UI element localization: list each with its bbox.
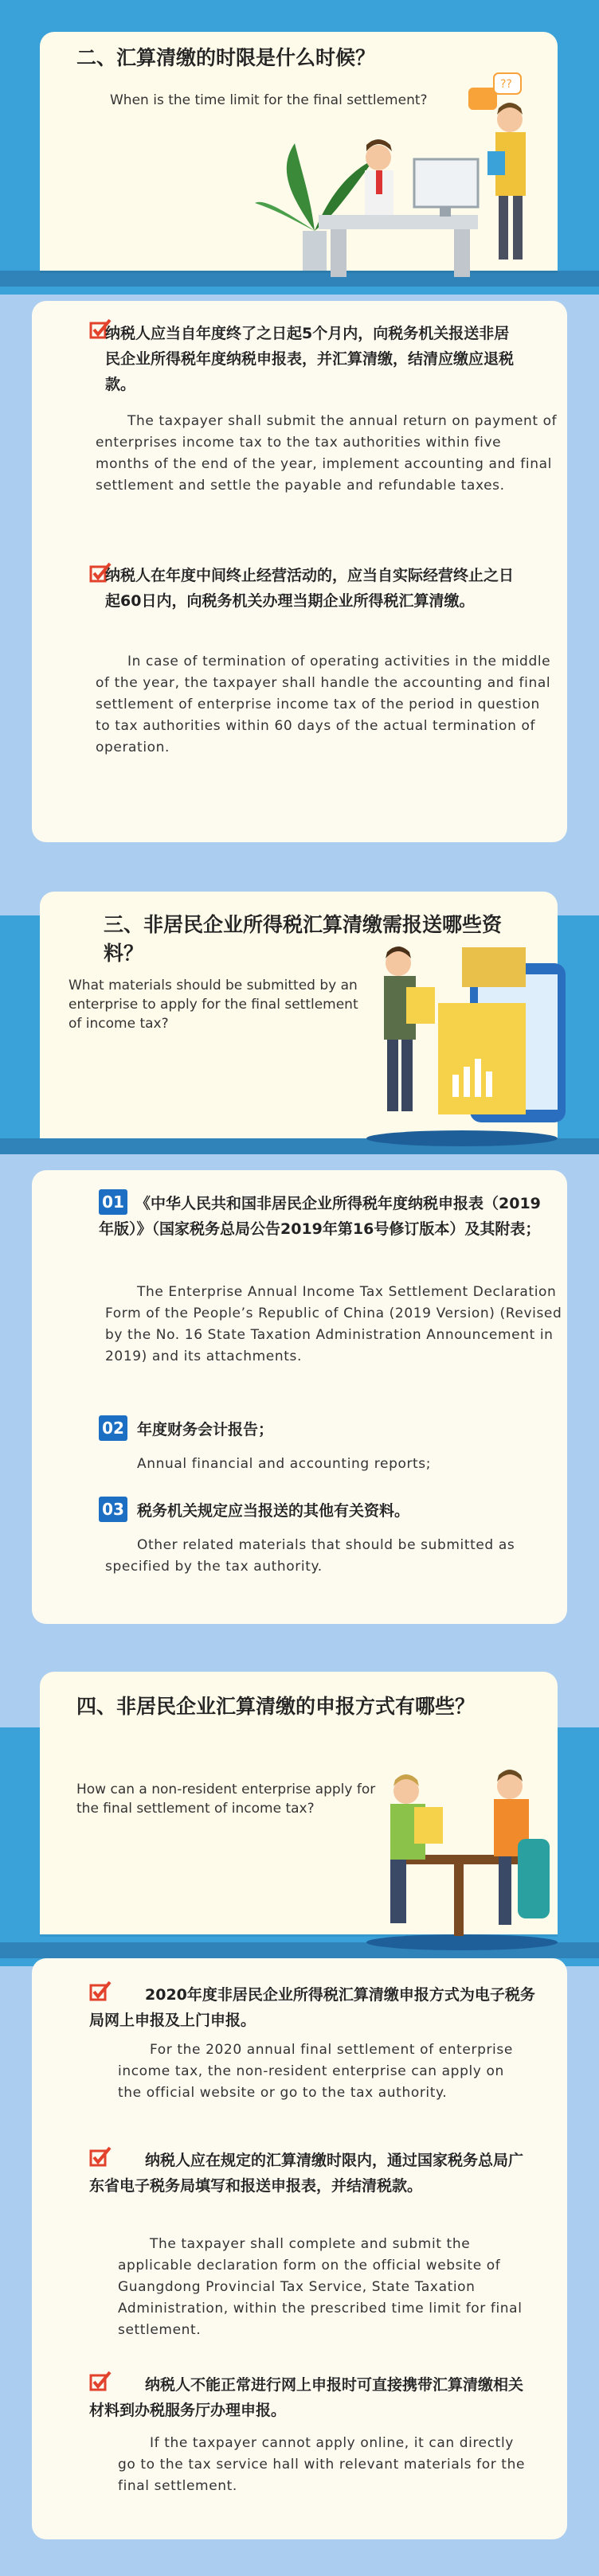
- office-illustration: [255, 72, 558, 295]
- section4-subtitle-en: How can a non-resident enterprise apply for the final settlement of income tax?: [76, 1782, 376, 1817]
- section4-item3-cn: 纳税人不能正常进行网上申报时可直接携带汇算清缴相关材料到办税服务厅办理申报。: [89, 2376, 524, 2419]
- documents-illustration: [358, 939, 581, 1170]
- section3-item2-en: Annual financial and accounting reports;: [137, 1456, 432, 1472]
- section2-item1-en: The taxpayer shall submit the annual return on payment of enterprises income tax to the tax authorities within five months of the end of the year, implement accounting and final settlement and settle the payable and refundable taxes.: [96, 413, 558, 494]
- section3-item3-en: Other related materials that should be submitted as specified by the tax authority.: [105, 1537, 515, 1575]
- section4-item1-en: For the 2020 annual final settlement of enterprise income tax, the non-resident enterprise can apply on the official website or go to the tax authority.: [118, 2042, 513, 2101]
- number-badge: 02: [99, 1415, 127, 1441]
- section4-title: 四、非居民企业汇算清缴的申报方式有哪些？: [76, 1695, 476, 1718]
- section2-item2-en: In case of termination of operating activities in the middle of the year, the taxpayer shall handle the accounting and final settlement of enterprise income tax of the period in question to tax authorities within 60 days of the actual termination of operation.: [96, 654, 551, 755]
- section3-title: 三、非居民企业所得税汇算清缴需报送哪些资料？: [104, 913, 503, 965]
- section4-item2-en: The taxpayer shall complete and submit the applicable declaration form on the official website of Guangdong Provincial Tax Service, State Taxation Administration, within the prescribed time limit for final settlement.: [118, 2236, 523, 2338]
- section3-item1-cn: 《中华人民共和国非居民企业所得税年度纳税申报表（2019年版）》（国家税务总局公告2019年第16号修订版本）及其附表；: [99, 1195, 541, 1238]
- svg-text:??: ??: [500, 78, 512, 91]
- section2-title: 二、汇算清缴的时限是什么时候？: [76, 46, 376, 69]
- section2-item2-cn: 纳税人在年度中间终止经营活动的，应当自实际经营终止之日起60日内，向税务机关办理当期企业所得税汇算清缴。: [105, 567, 515, 610]
- section2-subtitle-en: When is the time limit for the final settlement?: [110, 92, 428, 108]
- number-badge: 03: [99, 1497, 127, 1522]
- section3-item2-cn: 年度财务会计报告；: [137, 1421, 274, 1438]
- section4-item1-cn: 2020年度非居民企业所得税汇算清缴申报方式为电子税务局网上申报及上门申报。: [89, 1986, 535, 2029]
- section3-subtitle-en: What materials should be submitted by an enterprise to apply for the final settlement of income tax?: [69, 978, 358, 1032]
- section3-item1-en: The Enterprise Annual Income Tax Settlement Declaration Form of the People’s Republic of China (2019 Version) (Revised by the No. 16 State Taxation Administration Announcement in 2019) and its attachments.: [105, 1284, 562, 1364]
- section3-item3-cn: 税务机关规定应当报送的其他有关资料。: [137, 1502, 410, 1520]
- section2-item1-cn: 纳税人应当自年度终了之日起5个月内，向税务机关报送非居民企业所得税年度纳税申报表，并汇算清缴，结清应缴应退税款。: [105, 325, 515, 393]
- section4-item2-cn: 纳税人应在规定的汇算清缴时限内，通过国家税务总局广东省电子税务局填写和报送申报表，并结清税款。: [89, 2152, 524, 2195]
- number-badge: 01: [99, 1189, 127, 1215]
- meeting-illustration: [358, 1759, 581, 1958]
- section4-item3-en: If the taxpayer cannot apply online, it can directly go to the tax service hall with relevant materials for the final settlement.: [118, 2435, 525, 2494]
